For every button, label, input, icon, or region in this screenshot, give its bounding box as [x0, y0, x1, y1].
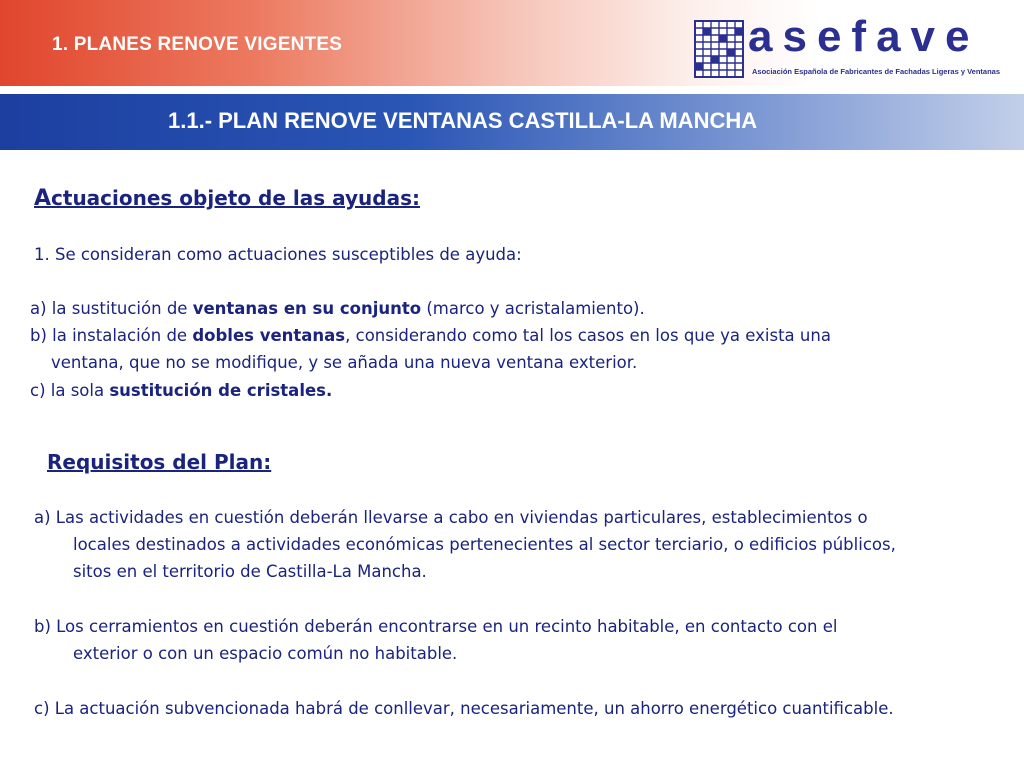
actuacion-b-bold: dobles ventanas [192, 326, 346, 345]
actuacion-a-bold: ventanas en su conjunto [192, 299, 422, 318]
actuacion-c-pre: c) la sola [30, 381, 110, 400]
actuaciones-heading-initial: A [34, 186, 52, 211]
requisito-c-line1: c) La actuación subvencionada habrá de conllevar, necesariamente, un ahorro energético cuantificable. [34, 699, 894, 718]
actuaciones-intro: 1. Se consideran como actuaciones susceptibles de ayuda: [34, 245, 522, 264]
actuacion-a-pre: a) la sustitución de [30, 299, 193, 318]
requisitos-heading: Requisitos del Plan: [47, 450, 272, 474]
requisito-a-line1: a) Las actividades en cuestión deberán llevarse a cabo en viviendas particulares, establecimientos o [34, 508, 868, 527]
actuacion-c [30, 377, 332, 404]
actuacion-b-post: , considerando como tal los casos en los que ya exista una [345, 326, 831, 345]
actuacion-b [30, 322, 831, 349]
actuaciones-heading [34, 186, 420, 211]
actuacion-b-pre: b) la instalación de [30, 326, 193, 345]
actuacion-c-bold: sustitución de cristales. [109, 381, 333, 400]
requisito-a-line2: locales destinados a actividades económicas pertenecientes al sector terciario, o edificios públicos, [73, 535, 896, 554]
logo-grid-icon [694, 20, 744, 78]
actuaciones-heading-rest: ctuaciones objeto de las ayudas: [51, 186, 420, 210]
actuacion-a-post: (marco y acristalamiento). [421, 299, 645, 318]
requisito-b-line2: exterior o con un espacio común no habitable. [73, 644, 458, 663]
requisito-a-line3: sitos en el territorio de Castilla-La Mancha. [73, 562, 427, 581]
logo-wordmark: asefave [748, 12, 980, 61]
logo-subtitle: Asociación Española de Fabricantes de Fachadas Ligeras y Ventanas [752, 67, 1001, 76]
requisito-b-line1: b) Los cerramientos en cuestión deberán encontrarse en un recinto habitable, en contacto con el [34, 617, 838, 636]
page-title: 1.1.- PLAN RENOVE VENTANAS CASTILLA-LA MANCHA [168, 108, 758, 133]
section-label: 1. PLANES RENOVE VIGENTES [52, 34, 343, 55]
actuacion-a [30, 295, 645, 322]
actuacion-b-continued: ventana, que no se modifique, y se añada una nueva ventana exterior. [51, 353, 638, 372]
asefave-logo [694, 12, 1006, 80]
